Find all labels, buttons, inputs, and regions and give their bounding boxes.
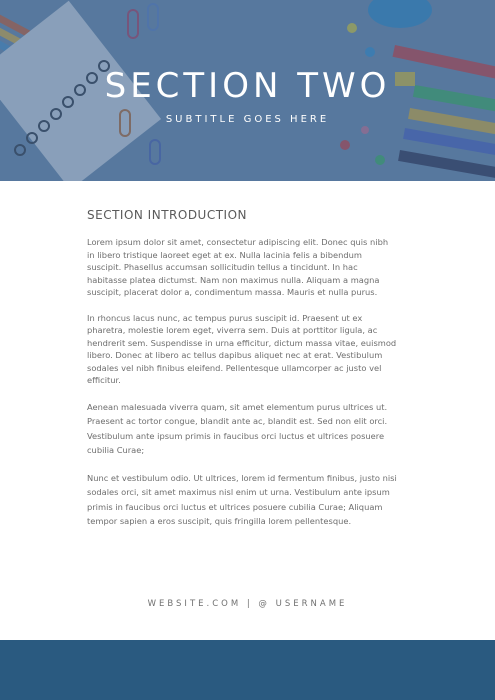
page-title: SECTION TWO — [104, 66, 391, 106]
paragraph-2: In rhoncus lacus nunc, ac tempus purus suscipit id. Praesent ut ex pharetra, molestie lorem eget, viverra sem. Duis at porttitor ligula, ac hendrerit sem. Suspendisse in urna efficitur, dictum massa vitae, euismod libero. Donec at libero ac tellus dapibus aliquet nec at erat. Vestibulum sodales vel nibh finibus eleifend. Pellentesque ullamcorper ac justo vel efficitur. — [87, 312, 397, 385]
paragraph-4: Nunc et vestibulum odio. Ut ultrices, lorem id fermentum finibus, justo nisi sodales orci, sit amet maximus nisl enim ut urna. Vestibulum ante ipsum primis in faucibus orci luctus et ultrices posuere cubilia Curae; Aliquam tempor sapien a eros suscipit, quis fringilla lorem pellentesque. — [87, 472, 397, 526]
hero-banner — [0, 0, 495, 181]
paragraph-3: Aenean malesuada viverra quam, sit amet elementum purus ultrices ut. Praesent ac tortor congue, blandit ante ac, blandit est. Sed non elit orci. Vestibulum ante ipsum primis in faucibus orci luctus et ultrices posuere cubilia Curae; — [87, 401, 388, 455]
paragraph-1: Lorem ipsum dolor sit amet, consectetur adipiscing elit. Donec quis nibh in libero tristique laoreet eget at ex. Nulla lacinia felis a bibendum suscipit. Phasellus accumsan sollicitudin tellus a tincidunt. In hac habitasse platea dictumst. Nam non maximus nulla. Aliquam a magna suscipit, placerat dolor a, condimentum massa. Mauris et nulla purus. — [87, 237, 389, 297]
footer-contact: WEBSITE.COM | @ USERNAME — [147, 599, 348, 609]
section-content — [87, 208, 397, 542]
section-heading: SECTION INTRODUCTION — [87, 208, 248, 222]
footer-bar — [0, 640, 495, 700]
page-subtitle: SUBTITLE GOES HERE — [165, 114, 330, 125]
